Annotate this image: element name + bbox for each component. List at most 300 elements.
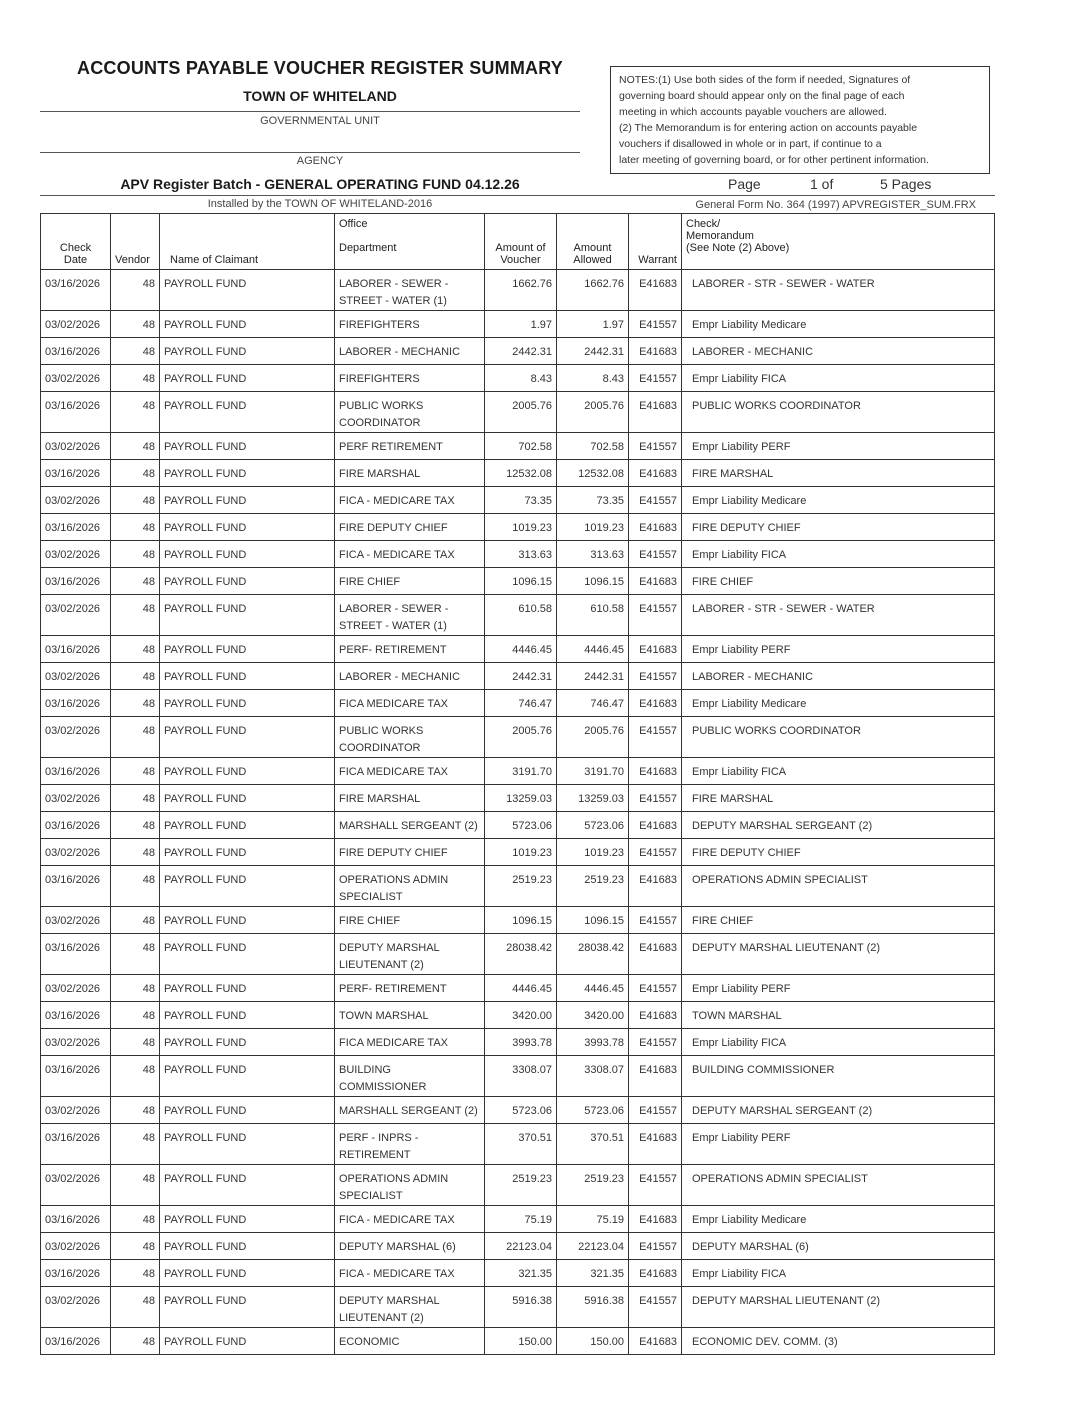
memorandum: OPERATIONS ADMIN SPECIALIST <box>682 1165 995 1206</box>
check-date: 03/16/2026 <box>41 1206 111 1233</box>
memorandum: Empr Liability FICA <box>682 1029 995 1056</box>
vendor-number: 48 <box>111 636 160 663</box>
amount-of-voucher: 13259.03 <box>485 785 557 812</box>
memorandum: FIRE DEPUTY CHIEF <box>682 514 995 541</box>
check-date: 03/02/2026 <box>41 907 111 934</box>
claimant-name: PAYROLL FUND <box>160 487 335 514</box>
office-department: FIRE CHIEF <box>335 568 485 595</box>
batch-underline <box>40 195 995 196</box>
check-date: 03/02/2026 <box>41 717 111 758</box>
warrant-number: E41557 <box>629 1029 682 1056</box>
amount-of-voucher: 73.35 <box>485 487 557 514</box>
warrant-number: E41557 <box>629 595 682 636</box>
notes-box <box>610 66 990 174</box>
check-date: 03/16/2026 <box>41 1124 111 1165</box>
vendor-number: 48 <box>111 975 160 1002</box>
table-row <box>41 907 995 934</box>
governmental-unit-line <box>40 111 580 112</box>
warrant-number: E41683 <box>629 1328 682 1355</box>
memorandum: LABORER - STR - SEWER - WATER <box>682 595 995 636</box>
check-date: 03/16/2026 <box>41 338 111 365</box>
amount-allowed: 75.19 <box>557 1206 629 1233</box>
amount-of-voucher: 746.47 <box>485 690 557 717</box>
warrant-number: E41557 <box>629 1233 682 1260</box>
vendor-number: 48 <box>111 433 160 460</box>
office-department: FICA MEDICARE TAX <box>335 1029 485 1056</box>
check-date: 03/16/2026 <box>41 568 111 595</box>
table-row <box>41 1056 995 1097</box>
amount-allowed: 1.97 <box>557 311 629 338</box>
table-row <box>41 1233 995 1260</box>
memorandum: Empr Liability PERF <box>682 1124 995 1165</box>
claimant-name: PAYROLL FUND <box>160 934 335 975</box>
office-department: PUBLIC WORKS COORDINATOR <box>335 392 485 433</box>
warrant-number: E41557 <box>629 975 682 1002</box>
amount-of-voucher: 2442.31 <box>485 338 557 365</box>
claimant-name: PAYROLL FUND <box>160 975 335 1002</box>
office-department: FIREFIGHTERS <box>335 311 485 338</box>
memorandum: DEPUTY MARSHAL LIEUTENANT (2) <box>682 934 995 975</box>
table-row <box>41 433 995 460</box>
amount-allowed: 2519.23 <box>557 1165 629 1206</box>
table-row <box>41 663 995 690</box>
check-date: 03/16/2026 <box>41 514 111 541</box>
check-date: 03/02/2026 <box>41 975 111 1002</box>
notes-line: later meeting of governing board, or for other pertinent information. <box>619 154 929 166</box>
claimant-name: PAYROLL FUND <box>160 1233 335 1260</box>
amount-of-voucher: 3191.70 <box>485 758 557 785</box>
amount-allowed: 5723.06 <box>557 1097 629 1124</box>
check-date: 03/02/2026 <box>41 595 111 636</box>
amount-allowed: 5916.38 <box>557 1287 629 1328</box>
warrant-number: E41683 <box>629 392 682 433</box>
table-row <box>41 975 995 1002</box>
office-department: PUBLIC WORKS COORDINATOR <box>335 717 485 758</box>
vendor-number: 48 <box>111 1206 160 1233</box>
table-row <box>41 758 995 785</box>
claimant-name: PAYROLL FUND <box>160 812 335 839</box>
check-date: 03/02/2026 <box>41 487 111 514</box>
table-row <box>41 595 995 636</box>
claimant-name: PAYROLL FUND <box>160 1056 335 1097</box>
vendor-number: 48 <box>111 934 160 975</box>
warrant-number: E41557 <box>629 907 682 934</box>
claimant-name: PAYROLL FUND <box>160 514 335 541</box>
installed-by: Installed by the TOWN OF WHITELAND-2016 <box>207 198 433 210</box>
warrant-number: E41683 <box>629 636 682 663</box>
claimant-name: PAYROLL FUND <box>160 717 335 758</box>
office-department: DEPUTY MARSHAL LIEUTENANT (2) <box>335 1287 485 1328</box>
check-date: 03/16/2026 <box>41 270 111 311</box>
check-date: 03/16/2026 <box>41 1328 111 1355</box>
claimant-name: PAYROLL FUND <box>160 311 335 338</box>
office-department: FIRE CHIEF <box>335 907 485 934</box>
table-row <box>41 1287 995 1328</box>
vendor-number: 48 <box>111 1124 160 1165</box>
claimant-name: PAYROLL FUND <box>160 839 335 866</box>
vendor-number: 48 <box>111 1287 160 1328</box>
warrant-number: E41557 <box>629 1165 682 1206</box>
memorandum: FIRE MARSHAL <box>682 785 995 812</box>
check-date: 03/02/2026 <box>41 839 111 866</box>
warrant-number: E41557 <box>629 541 682 568</box>
vendor-number: 48 <box>111 338 160 365</box>
memorandum: Empr Liability Medicare <box>682 690 995 717</box>
table-row <box>41 866 995 907</box>
warrant-number: E41683 <box>629 812 682 839</box>
office-department: FIRE MARSHAL <box>335 785 485 812</box>
amount-of-voucher: 8.43 <box>485 365 557 392</box>
table-row <box>41 514 995 541</box>
amount-of-voucher: 1096.15 <box>485 907 557 934</box>
claimant-name: PAYROLL FUND <box>160 663 335 690</box>
table-row <box>41 392 995 433</box>
memorandum: ECONOMIC DEV. COMM. (3) <box>682 1328 995 1355</box>
header-office-department: Office Department <box>335 214 485 270</box>
amount-of-voucher: 4446.45 <box>485 636 557 663</box>
office-department: PERF RETIREMENT <box>335 433 485 460</box>
amount-of-voucher: 1.97 <box>485 311 557 338</box>
office-department: FICA MEDICARE TAX <box>335 758 485 785</box>
claimant-name: PAYROLL FUND <box>160 1287 335 1328</box>
warrant-number: E41683 <box>629 866 682 907</box>
claimant-name: PAYROLL FUND <box>160 758 335 785</box>
amount-allowed: 321.35 <box>557 1260 629 1287</box>
claimant-name: PAYROLL FUND <box>160 1002 335 1029</box>
warrant-number: E41557 <box>629 487 682 514</box>
check-date: 03/02/2026 <box>41 541 111 568</box>
vendor-number: 48 <box>111 1056 160 1097</box>
office-department: PERF - INPRS - RETIREMENT <box>335 1124 485 1165</box>
amount-allowed: 3191.70 <box>557 758 629 785</box>
warrant-number: E41683 <box>629 338 682 365</box>
check-date: 03/02/2026 <box>41 1287 111 1328</box>
claimant-name: PAYROLL FUND <box>160 365 335 392</box>
amount-of-voucher: 1019.23 <box>485 514 557 541</box>
amount-of-voucher: 3420.00 <box>485 1002 557 1029</box>
claimant-name: PAYROLL FUND <box>160 541 335 568</box>
office-department: BUILDING COMMISSIONER <box>335 1056 485 1097</box>
memorandum: DEPUTY MARSHAL SERGEANT (2) <box>682 812 995 839</box>
memorandum: PUBLIC WORKS COORDINATOR <box>682 717 995 758</box>
warrant-number: E41683 <box>629 1124 682 1165</box>
amount-allowed: 28038.42 <box>557 934 629 975</box>
table-row <box>41 568 995 595</box>
office-department: MARSHALL SERGEANT (2) <box>335 812 485 839</box>
memorandum: FIRE CHIEF <box>682 907 995 934</box>
table-row <box>41 365 995 392</box>
notes-line: (2) The Memorandum is for entering action on accounts payable <box>619 122 918 134</box>
warrant-number: E41683 <box>629 1002 682 1029</box>
amount-allowed: 5723.06 <box>557 812 629 839</box>
notes-line: vouchers if disallowed in whole or in part, if continue to a <box>619 138 882 150</box>
amount-allowed: 22123.04 <box>557 1233 629 1260</box>
amount-of-voucher: 2005.76 <box>485 392 557 433</box>
memorandum: TOWN MARSHAL <box>682 1002 995 1029</box>
claimant-name: PAYROLL FUND <box>160 1029 335 1056</box>
office-department: DEPUTY MARSHAL (6) <box>335 1233 485 1260</box>
amount-allowed: 1019.23 <box>557 839 629 866</box>
header-memorandum: Check/ Memorandum (See Note (2) Above) <box>682 214 995 270</box>
office-department: LABORER - SEWER - STREET - WATER (1) <box>335 270 485 311</box>
office-department: FICA - MEDICARE TAX <box>335 1206 485 1233</box>
table-row <box>41 1124 995 1165</box>
vendor-number: 48 <box>111 1002 160 1029</box>
amount-of-voucher: 321.35 <box>485 1260 557 1287</box>
table-row <box>41 460 995 487</box>
vendor-number: 48 <box>111 365 160 392</box>
office-department: FIREFIGHTERS <box>335 365 485 392</box>
office-department: OPERATIONS ADMIN SPECIALIST <box>335 866 485 907</box>
memorandum: Empr Liability FICA <box>682 1260 995 1287</box>
table-row <box>41 636 995 663</box>
vendor-number: 48 <box>111 907 160 934</box>
memorandum: Empr Liability PERF <box>682 636 995 663</box>
claimant-name: PAYROLL FUND <box>160 460 335 487</box>
check-date: 03/02/2026 <box>41 433 111 460</box>
vendor-number: 48 <box>111 758 160 785</box>
check-date: 03/16/2026 <box>41 392 111 433</box>
notes-line: NOTES:(1) Use both sides of the form if needed, Signatures of <box>619 74 911 86</box>
check-date: 03/16/2026 <box>41 1056 111 1097</box>
office-department: FIRE MARSHAL <box>335 460 485 487</box>
vendor-number: 48 <box>111 311 160 338</box>
warrant-number: E41683 <box>629 270 682 311</box>
amount-allowed: 8.43 <box>557 365 629 392</box>
table-row <box>41 690 995 717</box>
amount-of-voucher: 75.19 <box>485 1206 557 1233</box>
vendor-number: 48 <box>111 270 160 311</box>
office-department: FICA - MEDICARE TAX <box>335 1260 485 1287</box>
amount-of-voucher: 610.58 <box>485 595 557 636</box>
check-date: 03/02/2026 <box>41 1097 111 1124</box>
amount-allowed: 370.51 <box>557 1124 629 1165</box>
header-amount-allowed: Amount Allowed <box>557 214 629 270</box>
amount-allowed: 610.58 <box>557 595 629 636</box>
amount-of-voucher: 5916.38 <box>485 1287 557 1328</box>
memorandum: DEPUTY MARSHAL LIEUTENANT (2) <box>682 1287 995 1328</box>
vendor-number: 48 <box>111 1328 160 1355</box>
vendor-number: 48 <box>111 460 160 487</box>
office-department: OPERATIONS ADMIN SPECIALIST <box>335 1165 485 1206</box>
table-row <box>41 1328 995 1355</box>
amount-allowed: 313.63 <box>557 541 629 568</box>
warrant-number: E41557 <box>629 1097 682 1124</box>
office-department: ECONOMIC <box>335 1328 485 1355</box>
agency-label: AGENCY <box>296 155 344 167</box>
claimant-name: PAYROLL FUND <box>160 1328 335 1355</box>
office-department: FICA MEDICARE TAX <box>335 690 485 717</box>
amount-of-voucher: 2442.31 <box>485 663 557 690</box>
check-date: 03/16/2026 <box>41 758 111 785</box>
amount-of-voucher: 1019.23 <box>485 839 557 866</box>
claimant-name: PAYROLL FUND <box>160 338 335 365</box>
warrant-number: E41683 <box>629 514 682 541</box>
amount-allowed: 3308.07 <box>557 1056 629 1097</box>
claimant-name: PAYROLL FUND <box>160 270 335 311</box>
table-row <box>41 1029 995 1056</box>
warrant-number: E41557 <box>629 365 682 392</box>
check-date: 03/16/2026 <box>41 636 111 663</box>
table-row <box>41 311 995 338</box>
vendor-number: 48 <box>111 717 160 758</box>
check-date: 03/16/2026 <box>41 934 111 975</box>
claimant-name: PAYROLL FUND <box>160 636 335 663</box>
table-row <box>41 270 995 311</box>
amount-allowed: 2005.76 <box>557 392 629 433</box>
warrant-number: E41683 <box>629 690 682 717</box>
vendor-number: 48 <box>111 785 160 812</box>
amount-allowed: 1019.23 <box>557 514 629 541</box>
memorandum: OPERATIONS ADMIN SPECIALIST <box>682 866 995 907</box>
claimant-name: PAYROLL FUND <box>160 785 335 812</box>
check-date: 03/16/2026 <box>41 690 111 717</box>
claimant-name: PAYROLL FUND <box>160 1260 335 1287</box>
amount-allowed: 702.58 <box>557 433 629 460</box>
vendor-number: 48 <box>111 866 160 907</box>
agency-line <box>40 152 580 153</box>
memorandum: Empr Liability FICA <box>682 541 995 568</box>
vendor-number: 48 <box>111 392 160 433</box>
document-title: ACCOUNTS PAYABLE VOUCHER REGISTER SUMMARY <box>77 58 563 78</box>
vendor-number: 48 <box>111 487 160 514</box>
vendor-number: 48 <box>111 514 160 541</box>
vendor-number: 48 <box>111 663 160 690</box>
office-department: PERF- RETIREMENT <box>335 975 485 1002</box>
table-row <box>41 1002 995 1029</box>
page-current: 1 of <box>810 176 834 192</box>
memorandum: Empr Liability Medicare <box>682 311 995 338</box>
header-vendor: Vendor <box>111 214 160 270</box>
claimant-name: PAYROLL FUND <box>160 866 335 907</box>
amount-allowed: 12532.08 <box>557 460 629 487</box>
amount-of-voucher: 2519.23 <box>485 866 557 907</box>
check-date: 03/02/2026 <box>41 1165 111 1206</box>
voucher-register-table <box>40 213 995 1355</box>
notes-line: governing board should appear only on the final page of each <box>619 90 905 102</box>
vendor-number: 48 <box>111 1165 160 1206</box>
amount-allowed: 2005.76 <box>557 717 629 758</box>
vendor-number: 48 <box>111 1260 160 1287</box>
memorandum: Empr Liability PERF <box>682 975 995 1002</box>
amount-of-voucher: 702.58 <box>485 433 557 460</box>
table-row <box>41 1260 995 1287</box>
notes-line: meeting in which accounts payable vouchers are allowed. <box>619 106 887 118</box>
warrant-number: E41683 <box>629 758 682 785</box>
amount-of-voucher: 370.51 <box>485 1124 557 1165</box>
office-department: MARSHALL SERGEANT (2) <box>335 1097 485 1124</box>
claimant-name: PAYROLL FUND <box>160 392 335 433</box>
warrant-number: E41683 <box>629 568 682 595</box>
amount-allowed: 2442.31 <box>557 338 629 365</box>
claimant-name: PAYROLL FUND <box>160 433 335 460</box>
amount-of-voucher: 150.00 <box>485 1328 557 1355</box>
warrant-number: E41683 <box>629 460 682 487</box>
amount-of-voucher: 22123.04 <box>485 1233 557 1260</box>
check-date: 03/16/2026 <box>41 866 111 907</box>
amount-of-voucher: 3993.78 <box>485 1029 557 1056</box>
check-date: 03/16/2026 <box>41 1002 111 1029</box>
amount-allowed: 1096.15 <box>557 907 629 934</box>
table-row <box>41 1165 995 1206</box>
warrant-number: E41557 <box>629 311 682 338</box>
table-row <box>41 839 995 866</box>
batch-title: APV Register Batch - GENERAL OPERATING FUND 04.12.26 <box>120 176 520 192</box>
claimant-name: PAYROLL FUND <box>160 1206 335 1233</box>
amount-of-voucher: 5723.06 <box>485 812 557 839</box>
check-date: 03/16/2026 <box>41 1260 111 1287</box>
memorandum: LABORER - MECHANIC <box>682 338 995 365</box>
memorandum: Empr Liability FICA <box>682 758 995 785</box>
amount-of-voucher: 3308.07 <box>485 1056 557 1097</box>
table-row <box>41 717 995 758</box>
town-name: TOWN OF WHITELAND <box>243 88 397 104</box>
check-date: 03/02/2026 <box>41 1233 111 1260</box>
table-row <box>41 541 995 568</box>
check-date: 03/02/2026 <box>41 365 111 392</box>
vendor-number: 48 <box>111 568 160 595</box>
table-row <box>41 1097 995 1124</box>
table-row <box>41 487 995 514</box>
table-row <box>41 338 995 365</box>
header-claimant: Name of Claimant <box>160 214 335 270</box>
office-department: FICA - MEDICARE TAX <box>335 541 485 568</box>
claimant-name: PAYROLL FUND <box>160 1097 335 1124</box>
table-row <box>41 934 995 975</box>
warrant-number: E41683 <box>629 1206 682 1233</box>
header-warrant: Warrant <box>629 214 682 270</box>
office-department: PERF- RETIREMENT <box>335 636 485 663</box>
office-department: LABORER - MECHANIC <box>335 338 485 365</box>
amount-of-voucher: 313.63 <box>485 541 557 568</box>
check-date: 03/16/2026 <box>41 812 111 839</box>
memorandum: PUBLIC WORKS COORDINATOR <box>682 392 995 433</box>
vendor-number: 48 <box>111 1233 160 1260</box>
check-date: 03/16/2026 <box>41 460 111 487</box>
vendor-number: 48 <box>111 812 160 839</box>
office-department: FICA - MEDICARE TAX <box>335 487 485 514</box>
memorandum: Empr Liability Medicare <box>682 1206 995 1233</box>
claimant-name: PAYROLL FUND <box>160 568 335 595</box>
warrant-number: E41557 <box>629 839 682 866</box>
warrant-number: E41557 <box>629 717 682 758</box>
amount-allowed: 13259.03 <box>557 785 629 812</box>
check-date: 03/02/2026 <box>41 311 111 338</box>
amount-of-voucher: 1662.76 <box>485 270 557 311</box>
check-date: 03/02/2026 <box>41 1029 111 1056</box>
vendor-number: 48 <box>111 1029 160 1056</box>
memorandum: DEPUTY MARSHAL SERGEANT (2) <box>682 1097 995 1124</box>
claimant-name: PAYROLL FUND <box>160 1165 335 1206</box>
amount-allowed: 1096.15 <box>557 568 629 595</box>
amount-allowed: 4446.45 <box>557 636 629 663</box>
office-department: TOWN MARSHAL <box>335 1002 485 1029</box>
warrant-number: E41557 <box>629 1287 682 1328</box>
vendor-number: 48 <box>111 690 160 717</box>
table-header-row <box>41 214 995 270</box>
amount-allowed: 2519.23 <box>557 866 629 907</box>
form-number: General Form No. 364 (1997) APVREGISTER_SUM.FRX <box>695 199 976 211</box>
table-row <box>41 785 995 812</box>
check-date: 03/02/2026 <box>41 785 111 812</box>
page-total: 5 Pages <box>880 176 932 192</box>
claimant-name: PAYROLL FUND <box>160 595 335 636</box>
amount-allowed: 3993.78 <box>557 1029 629 1056</box>
governmental-unit-label: GOVERNMENTAL UNIT <box>260 115 380 127</box>
memorandum: LABORER - MECHANIC <box>682 663 995 690</box>
claimant-name: PAYROLL FUND <box>160 1124 335 1165</box>
warrant-number: E41557 <box>629 785 682 812</box>
